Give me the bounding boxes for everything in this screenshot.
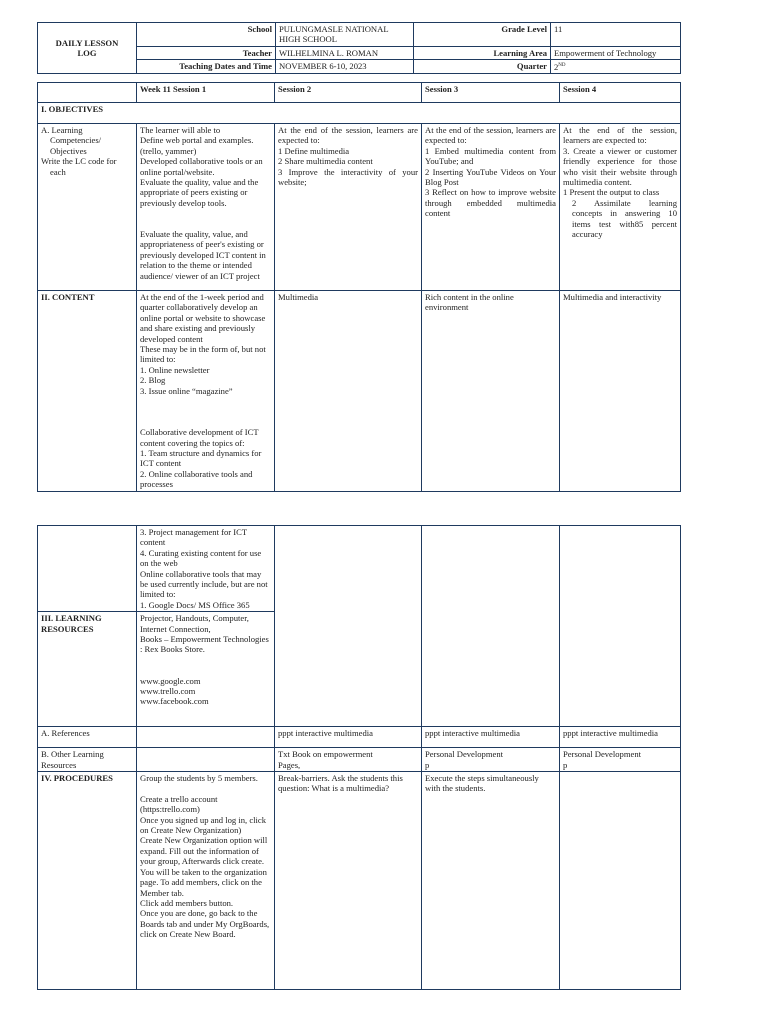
- other-resources-session1: [137, 748, 275, 772]
- header-table: [37, 22, 681, 74]
- dates-label: Teaching Dates and Time: [137, 60, 276, 74]
- content-heading: II. CONTENT: [38, 291, 137, 492]
- objectives-session4: At the end of the session, learners are expected to: 3. Create a viewer or customer friendly experience for those who visit their website through multimedia content. 1 Present the output to class 2 Assimilate learning concepts in answering 10 items test with85 percent accuracy: [560, 124, 681, 291]
- resources-session3: [422, 526, 560, 727]
- references-label: A. References: [38, 727, 137, 748]
- content-session2: Multimedia: [275, 291, 422, 492]
- competencies-label: A. Learning Competencies/ Objectives Write the LC code for each: [38, 124, 137, 291]
- content-session3: Rich content in the online environment: [422, 291, 560, 492]
- references-session4: pppt interactive multimedia: [560, 727, 681, 748]
- dll-title: [38, 23, 137, 74]
- school-value: PULUNGMASLE NATIONAL HIGH SCHOOL: [276, 23, 414, 47]
- other-resources-label: B. Other Learning Resources: [38, 748, 137, 772]
- continued-label: [38, 526, 137, 612]
- resources-session4: [560, 526, 681, 727]
- dates-value: NOVEMBER 6-10, 2023: [276, 60, 414, 74]
- references-session2: pppt interactive multimedia: [275, 727, 422, 748]
- procedures-session3: Execute the steps simultaneously with the students.: [422, 772, 560, 990]
- school-label: School: [137, 23, 276, 47]
- objectives-session3: At the end of the session, learners are expected to: 1 Embed multimedia content from YouTube; and 2 Inserting YouTube Videos on Your Blog Post 3 Reflect on how to improve website through embedded multimedia content: [422, 124, 560, 291]
- quarter-suffix: ND: [558, 63, 566, 69]
- content-session1: At the end of the 1-week period and quarter collaboratively develop an online portal or website to showcase and share existing and previously developed content These may be in the form of, but not limited to: 1. Online newsletter 2. Blog 3. Issue online “magazine” Collaborative development of ICT content covering the topics of: 1. Team structure and dynamics for ICT content 2. Online collaborative tools and processes: [137, 291, 275, 492]
- references-session3: pppt interactive multimedia: [422, 727, 560, 748]
- other-resources-session4: Personal Development p: [560, 748, 681, 772]
- other-resources-session2: Txt Book on empowerment Pages,: [275, 748, 422, 772]
- grade-value: 11: [551, 23, 681, 47]
- teacher-value: WILHELMINA L. ROMAN: [276, 46, 414, 59]
- quarter-label: Quarter: [414, 60, 551, 74]
- content-session4: Multimedia and interactivity: [560, 291, 681, 492]
- resources-session1: Projector, Handouts, Computer, Internet Connection, Books – Empowerment Technologies : Rex Books Store. www.google.com www.trello.com www.facebook.com: [137, 612, 275, 727]
- area-value: Empowerment of Technology: [551, 46, 681, 59]
- grade-label: Grade Level: [414, 23, 551, 47]
- col-header-session1: Week 11 Session 1: [137, 83, 275, 103]
- continued-session1: 3. Project management for ICT content 4. Curating existing content for use on the web Online collaborative tools that may be used currently include, but are not limited to: 1. Google Docs/ MS Office 365: [137, 526, 275, 612]
- other-resources-session3: Personal Development p: [422, 748, 560, 772]
- lesson-table-2: [37, 525, 681, 990]
- col-header-session2: Session 2: [275, 83, 422, 103]
- quarter-value: [551, 60, 681, 74]
- corner-cell: [38, 83, 137, 103]
- teacher-label: Teacher: [137, 46, 276, 59]
- procedures-heading: IV. PROCEDURES: [38, 772, 137, 990]
- procedures-session1: Group the students by 5 members. Create a trello account (https:trello.com) Once you signed up and log in, click on Create New Organization) Create New Organization option will expand. Fill out the information of your group, Afterwards click create. You will be taken to the organization page. To add members, click on the Member tab. Click add members button. Once you are done, go back to the Boards tab and under My OrgBoards, click on Create New Board.: [137, 772, 275, 990]
- procedures-session2: Break-barriers. Ask the students this question: What is a multimedia?: [275, 772, 422, 990]
- dll-title-line2: LOG: [77, 48, 97, 59]
- col-header-session4: Session 4: [560, 83, 681, 103]
- col-header-session3: Session 3: [422, 83, 560, 103]
- lesson-table-1: [37, 82, 681, 492]
- quarter-number: 2: [554, 62, 559, 73]
- procedures-session4: [560, 772, 681, 990]
- objectives-session2: At the end of the session, learners are expected to: 1 Define multimedia 2 Share multimedia content 3 Improve the interactivity of your website;: [275, 124, 422, 291]
- resources-heading: III. LEARNING RESOURCES: [38, 612, 137, 727]
- resources-session2: [275, 526, 422, 727]
- area-label: Learning Area: [414, 46, 551, 59]
- dll-title-line1: DAILY LESSON: [55, 37, 119, 48]
- objectives-session1: The learner will able to Define web portal and examples. (trello, yammer) Developed collaborative tools or an online portal/website. Evaluate the quality, value and the appropriate of peers existing or previously develop tools. Evaluate the quality, value, and appropriateness of peer's existing or previously developed ICT content in relation to the theme or intended audience/ viewer of an ICT project: [137, 124, 275, 291]
- references-session1: [137, 727, 275, 748]
- objectives-heading: I. OBJECTIVES: [38, 103, 681, 124]
